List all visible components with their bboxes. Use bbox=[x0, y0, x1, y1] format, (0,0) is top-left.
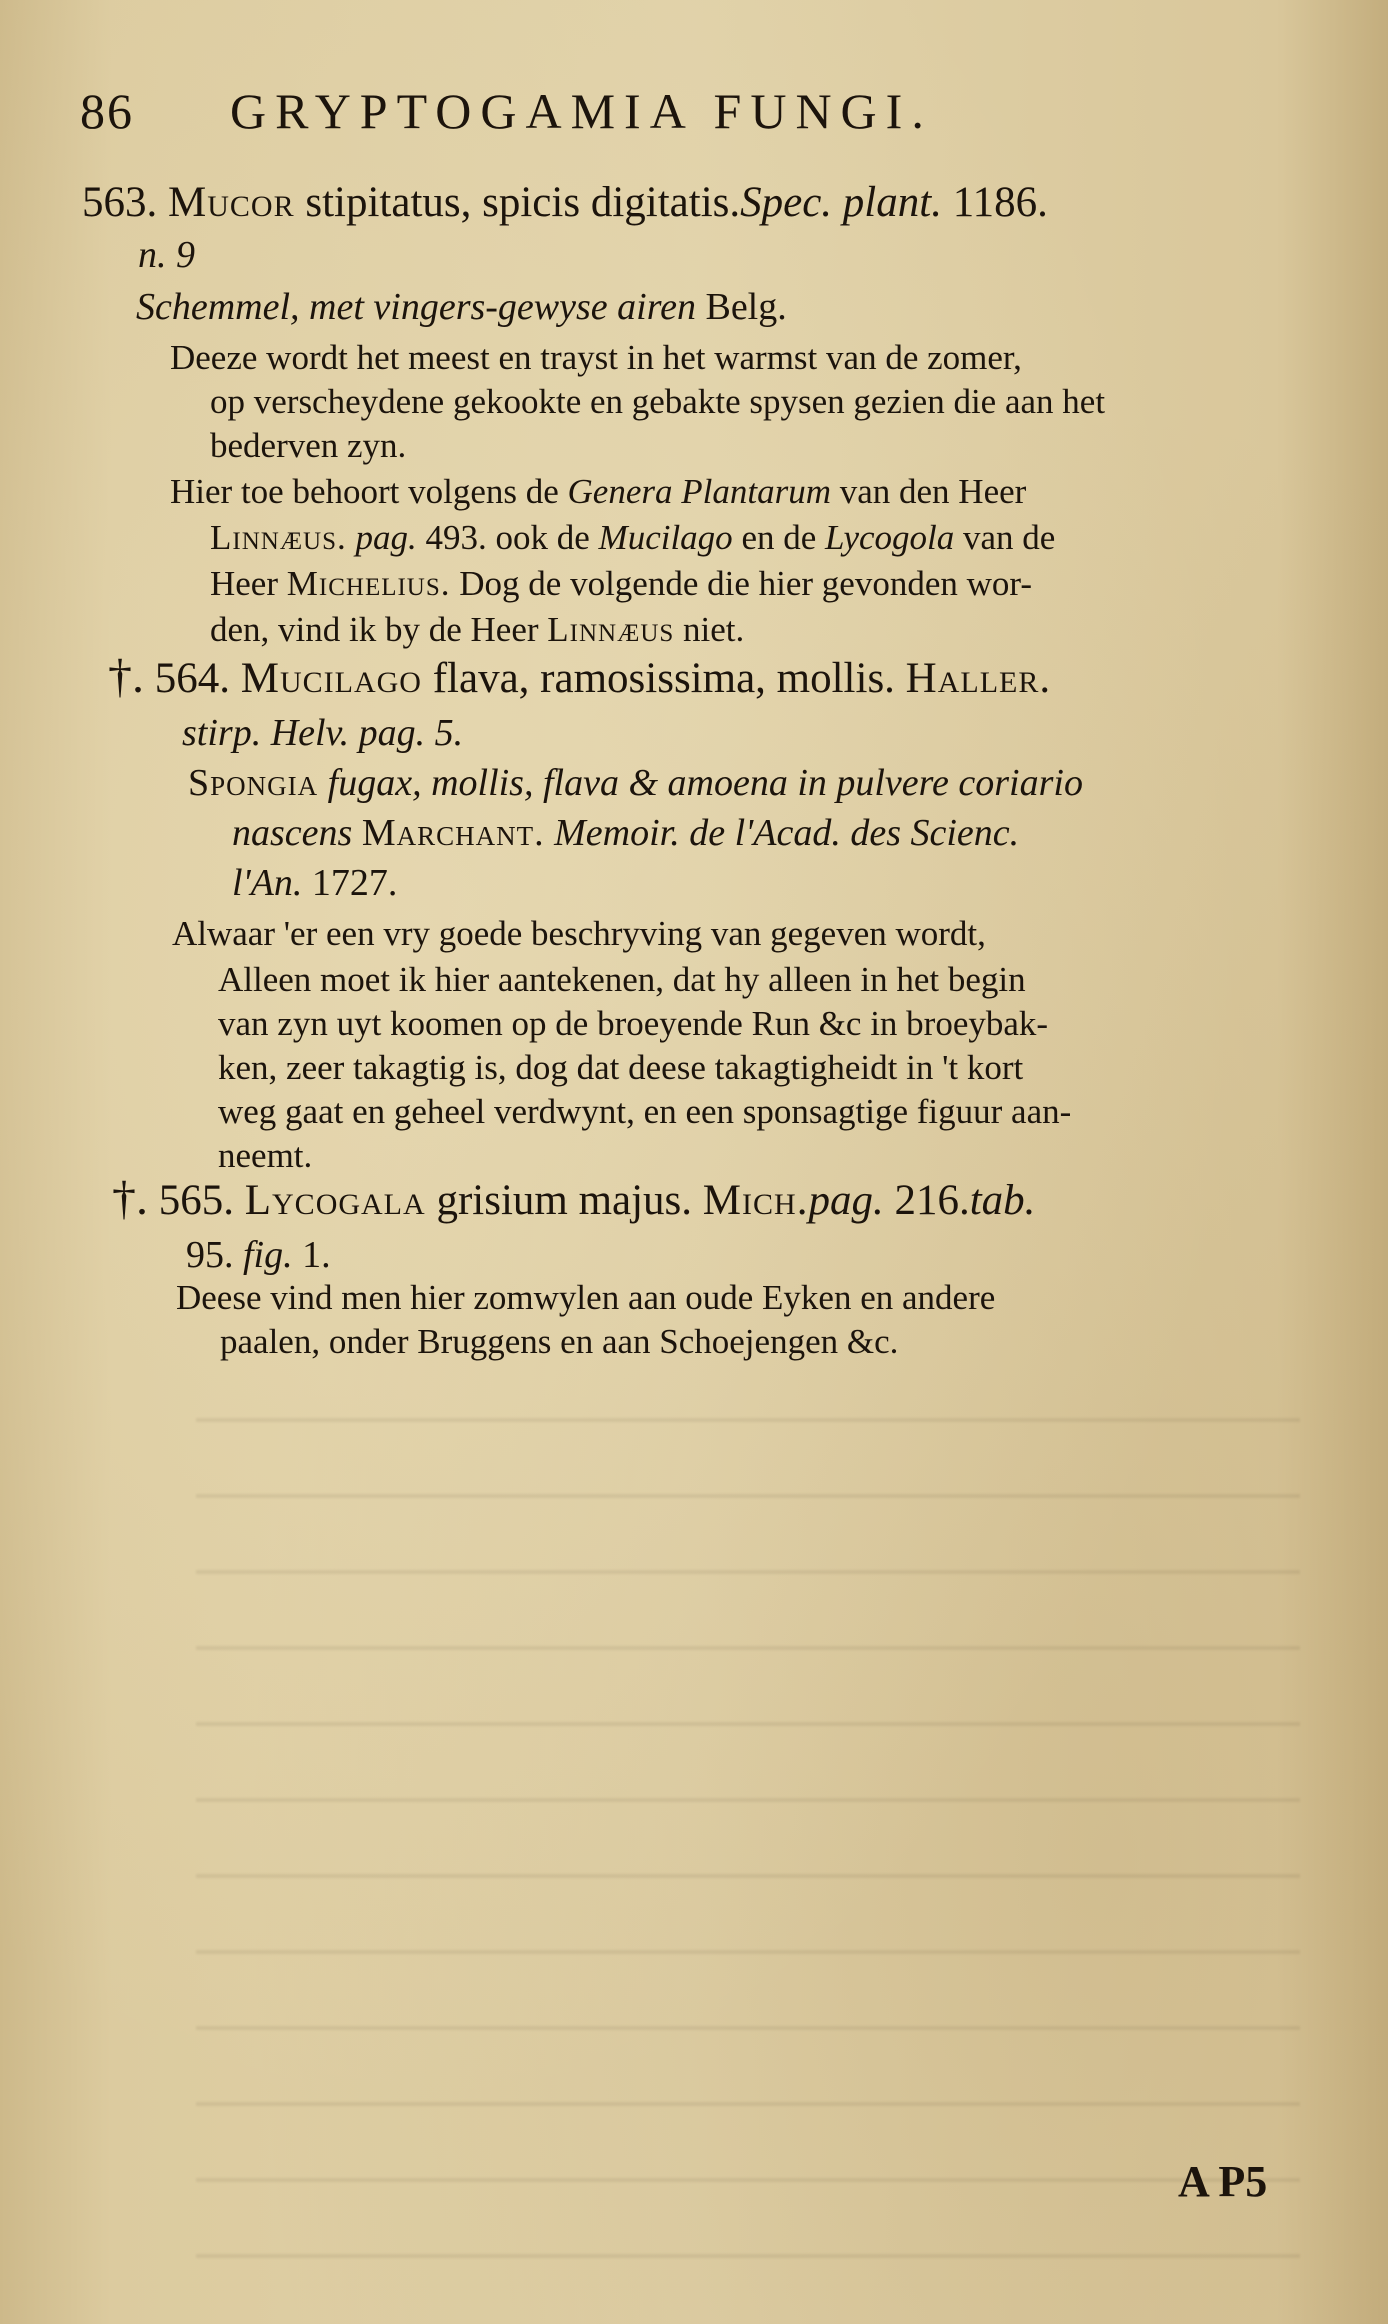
entry-number: 564. bbox=[154, 655, 230, 702]
author: Haller. bbox=[905, 655, 1052, 702]
genus-name: Mucilago bbox=[240, 655, 422, 702]
paragraph-line: neemt. bbox=[218, 1136, 313, 1175]
paragraph-line: van zyn uyt koomen op de broeyende Run &c in broeybak- bbox=[218, 1004, 1049, 1043]
running-title: GRYPTOGAMIA FUNGI. bbox=[230, 83, 933, 139]
signature-mark: A P5 bbox=[1178, 2157, 1268, 2206]
reference-page: 1186. bbox=[952, 179, 1048, 226]
paragraph-line: bederven zyn. bbox=[210, 426, 407, 465]
entry-565-heading: †. 565. Lycogala grisium majus. Mich.pag. 216.tab. bbox=[112, 1172, 1036, 1225]
show-through-text bbox=[100, 1360, 1300, 2220]
species-description: flava, ramosissima, mollis. bbox=[432, 655, 895, 702]
entry-565-line2: 95. fig. 1. bbox=[186, 1234, 331, 1276]
paragraph-line: weg gaat en geheel verdwynt, en een sponsagtige figuur aan- bbox=[218, 1092, 1072, 1131]
paragraph-line: Alwaar 'er een vry goede beschryving van gegeven wordt, bbox=[172, 914, 986, 953]
species-description: grisium majus. bbox=[436, 1177, 693, 1224]
genus-name: Lycogala bbox=[244, 1177, 426, 1224]
paragraph-line: Deeze wordt het meest en trayst in het warmst van de zomer, bbox=[170, 338, 1022, 377]
entry-564-heading bbox=[108, 650, 1052, 703]
entry-564-line2: stirp. Helv. pag. 5. bbox=[182, 712, 464, 754]
paragraph-line: ken, zeer takagtig is, dog dat deese takagtigheidt in 't kort bbox=[218, 1048, 1024, 1087]
paragraph-line: paalen, onder Bruggens en aan Schoejengen &c. bbox=[220, 1322, 899, 1361]
running-header bbox=[80, 82, 1280, 140]
author: Mich. bbox=[702, 1177, 809, 1224]
reference: Spec. plant. bbox=[740, 179, 942, 226]
paragraph-line: Heer Michelius. Dog de volgende die hier gevonden wor- bbox=[210, 564, 1032, 603]
entry-number: 563. bbox=[82, 179, 158, 226]
paragraph-line: den, vind ik by de Heer Linnæus niet. bbox=[210, 610, 745, 649]
paragraph-line: op verscheydene gekookte en gebakte spysen gezien die aan het bbox=[210, 382, 1106, 421]
page-number: 86 bbox=[80, 83, 134, 139]
dagger-mark: †. bbox=[108, 650, 144, 703]
vernacular-name: Schemmel, met vingers-gewyse airen Belg. bbox=[136, 286, 787, 328]
species-description: stipitatus, spicis digitatis. bbox=[305, 179, 741, 226]
paragraph-line: Deese vind men hier zomwylen aan oude Eyken en andere bbox=[176, 1278, 996, 1317]
dagger-mark: †. bbox=[112, 1172, 148, 1225]
paragraph-line: Linnæus. pag. 493. ook de Mucilago en de Lycogola van de bbox=[210, 518, 1056, 557]
entry-number: 565. bbox=[158, 1177, 234, 1224]
entry-563-line2: n. 9 bbox=[138, 234, 195, 276]
synonym-line: l'An. 1727. bbox=[232, 862, 398, 904]
paragraph-line: Alleen moet ik hier aantekenen, dat hy alleen in het begin bbox=[218, 960, 1026, 999]
synonym-line: nascens Marchant. Memoir. de l'Acad. des Scienc. bbox=[232, 812, 1020, 854]
paragraph-line: Hier toe behoort volgens de Genera Plantarum van den Heer bbox=[170, 472, 1027, 511]
genus-name: Mucor bbox=[168, 179, 295, 226]
entry-563-heading bbox=[82, 180, 1048, 226]
synonym-line: Spongia fugax, mollis, flava & amoena in pulvere coriario bbox=[188, 762, 1083, 804]
